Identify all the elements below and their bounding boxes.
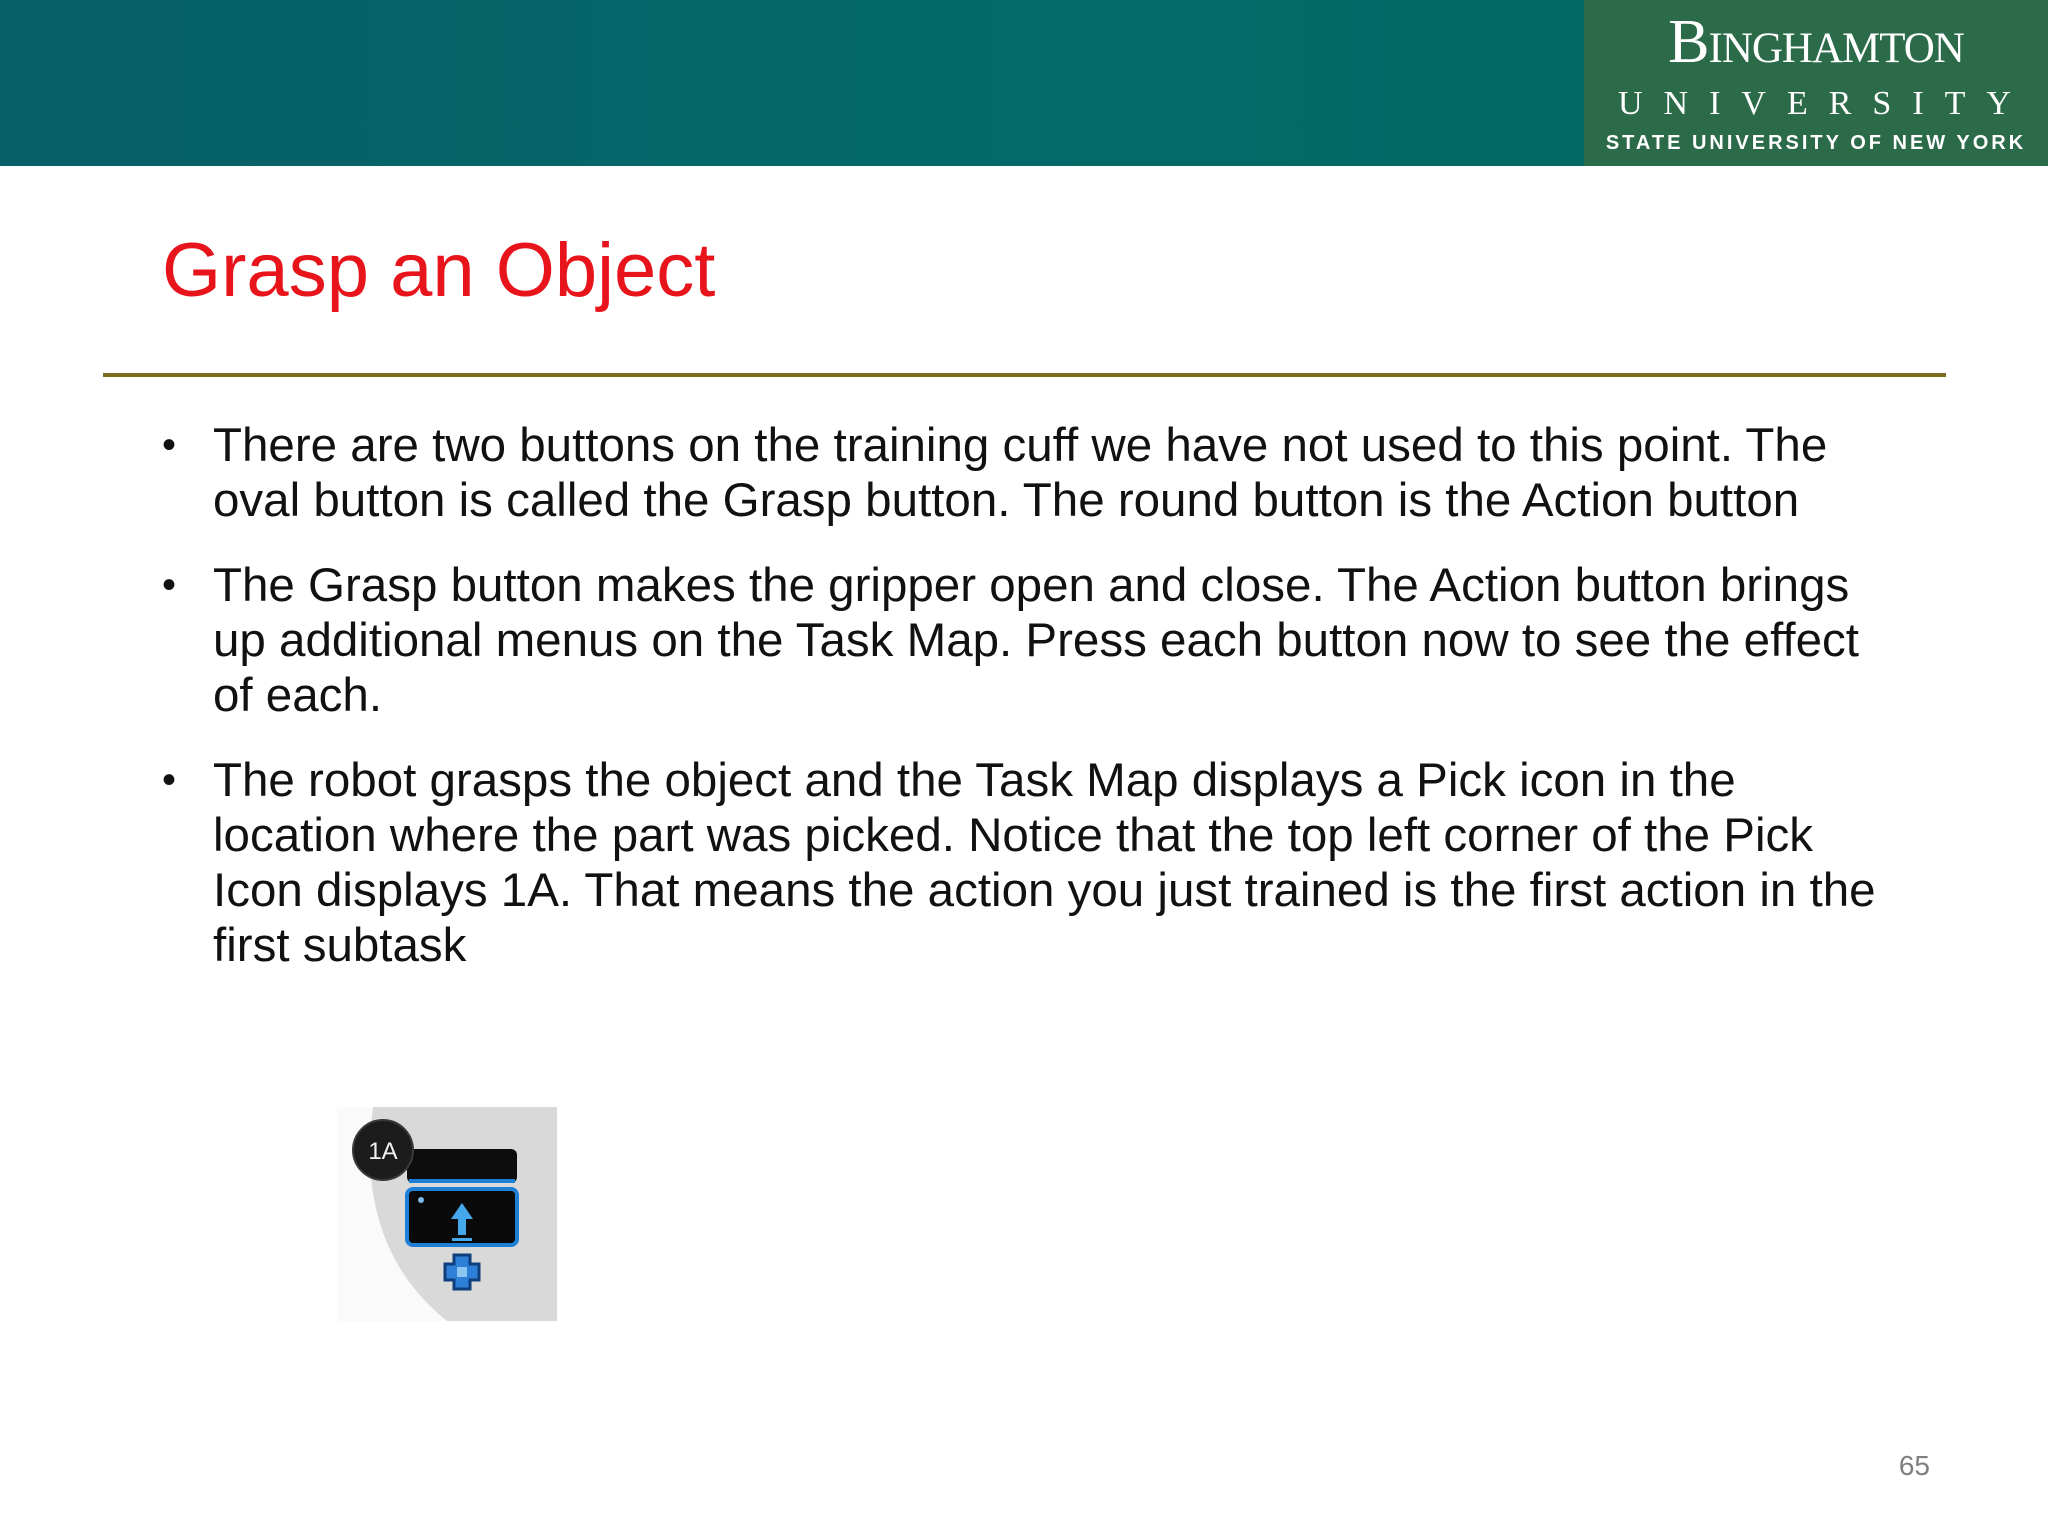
bullet-marker: • [162, 758, 177, 802]
title-divider [103, 373, 1946, 377]
logo-subtitle: UNIVERSITY [1618, 85, 2032, 122]
bullet-marker: • [162, 423, 177, 467]
bullet-text: The Grasp button makes the gripper open and close. The Action button brings up additional menus on the Task Map. Press each button now to see the effect of each. [213, 559, 1859, 722]
pick-icon [337, 1107, 557, 1321]
slide-title: Grasp an Object [162, 228, 716, 313]
pick-card-top [407, 1149, 517, 1183]
logo-tagline: STATE UNIVERSITY OF NEW YORK [1605, 132, 2027, 154]
pick-icon-screenshot [337, 1107, 557, 1321]
bullet-marker: • [162, 563, 177, 607]
bullet-list [162, 418, 1902, 1003]
university-logo [1584, 0, 2048, 166]
logo-name: Binghamton [1668, 8, 1964, 76]
badge-label: 1A [368, 1138, 398, 1165]
bullet-text: The robot grasps the object and the Task Map displays a Pick icon in the location where the part was picked. Notice that the top left corner of the Pick Icon displays 1A. That means the action you just trained is the first action in the first subtask [213, 754, 1876, 972]
bullet-item [162, 418, 1902, 528]
bullet-item [162, 753, 1902, 973]
page-number: 65 [1898, 1450, 1930, 1481]
bullet-item [162, 558, 1902, 723]
bullet-text: There are two buttons on the training cuff we have not used to this point. The oval button is called the Grasp button. The round button is the Action button [213, 419, 1828, 527]
